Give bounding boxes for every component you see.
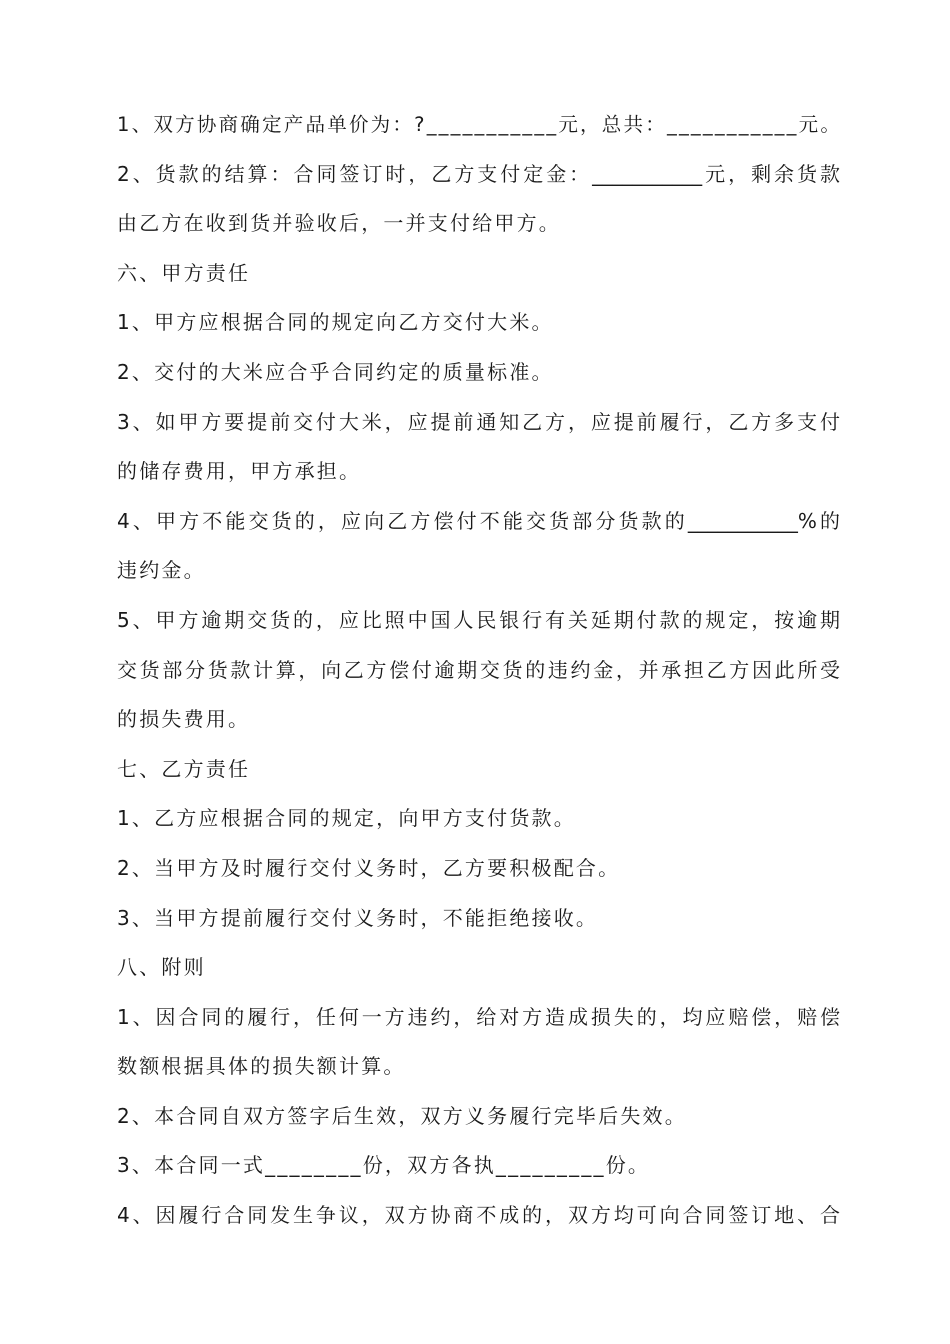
text-line: 的储存费用，甲方承担。	[117, 459, 362, 484]
text-line: 由乙方在收到货并验收后，一并支付给甲方。	[117, 211, 561, 236]
text-line: 2、货款的结算：合同签订时，乙方支付定金：___________元，剩余货款	[117, 161, 840, 186]
text-line: 七、乙方责任	[117, 756, 251, 781]
text-line: 的损失费用。	[117, 707, 251, 732]
text-line: 3、当甲方提前履行交付义务时，不能拒绝接收。	[117, 905, 599, 930]
text-line: 2、当甲方及时履行交付义务时，乙方要积极配合。	[117, 855, 621, 880]
text-line: 2、交付的大米应合乎合同约定的质量标准。	[117, 359, 554, 384]
text-line: 1、因合同的履行，任何一方违约，给对方造成损失的，均应赔偿，赔偿	[117, 1004, 840, 1029]
text-line: 1、双方协商确定产品单价为：?___________元，总共：___________元。	[117, 113, 843, 136]
text-line: 4、因履行合同发生争议，双方协商不成的，双方均可向合同签订地、合	[117, 1203, 840, 1228]
text-line: 5、甲方逾期交货的，应比照中国人民银行有关延期付款的规定，按逾期	[117, 607, 840, 632]
text-line: 2、本合同自双方签字后生效，双方义务履行完毕后失效。	[117, 1103, 687, 1128]
text-line: 1、乙方应根据合同的规定，向甲方支付货款。	[117, 806, 576, 831]
text-line: 交货部分货款计算，向乙方偿付逾期交货的违约金，并承担乙方因此所受	[117, 657, 840, 682]
text-line: 数额根据具体的损失额计算。	[117, 1054, 406, 1079]
text-line: 六、甲方责任	[117, 260, 251, 285]
text-line: 1、甲方应根据合同的规定向乙方交付大米。	[117, 310, 554, 335]
text-line: 3、本合同一式________份，双方各执_________份。	[117, 1153, 651, 1178]
text-line: 4、甲方不能交货的，应向乙方偿付不能交货部分货款的___________%的	[117, 508, 840, 533]
text-line: 违约金。	[117, 558, 206, 583]
text-line: 3、如甲方要提前交付大米，应提前通知乙方，应提前履行，乙方多支付	[117, 409, 840, 434]
text-line: 八、附则	[117, 955, 206, 980]
